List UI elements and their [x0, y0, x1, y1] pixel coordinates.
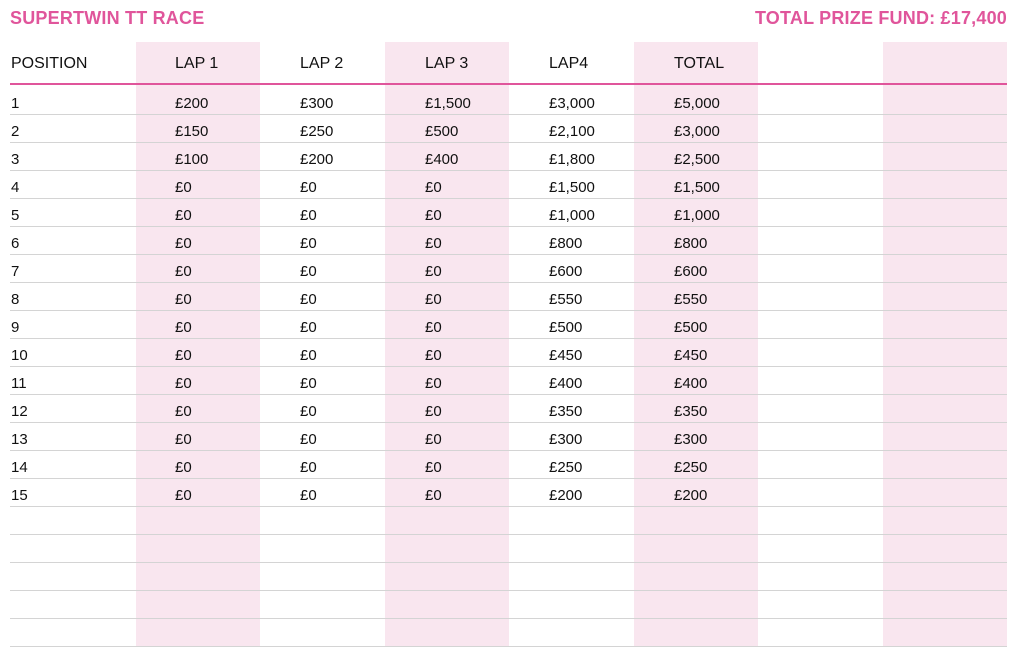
cell-total: £300: [674, 431, 708, 448]
cell-lap2: £0: [300, 375, 317, 392]
cell-total: £5,000: [674, 95, 720, 112]
header-divider: [10, 83, 1007, 85]
empty-table-row: [0, 591, 1024, 619]
cell-total: £3,000: [674, 123, 720, 140]
table-row: [0, 171, 1024, 199]
cell-lap1: £150: [175, 123, 209, 140]
cell-lap3: £1,500: [425, 95, 471, 112]
cell-lap3: £400: [425, 151, 459, 168]
cell-position: 7: [11, 263, 20, 280]
table-row: [0, 199, 1024, 227]
table-row: [0, 143, 1024, 171]
cell-lap1: £0: [175, 291, 192, 308]
cell-lap4: £300: [549, 431, 583, 448]
cell-total: £2,500: [674, 151, 720, 168]
cell-lap2: £0: [300, 207, 317, 224]
cell-position: 15: [11, 487, 28, 504]
cell-total: £200: [674, 487, 708, 504]
table-row: [0, 423, 1024, 451]
cell-lap4: £1,000: [549, 207, 595, 224]
cell-total: £1,000: [674, 207, 720, 224]
cell-total: £350: [674, 403, 708, 420]
cell-lap1: £0: [175, 235, 192, 252]
cell-total: £800: [674, 235, 708, 252]
table-row: [0, 479, 1024, 507]
cell-lap1: £0: [175, 207, 192, 224]
cell-position: 6: [11, 235, 20, 252]
cell-lap4: £3,000: [549, 95, 595, 112]
column-header-position: POSITION: [11, 55, 88, 72]
cell-lap2: £200: [300, 151, 334, 168]
column-header-lap1: LAP 1: [175, 55, 219, 72]
cell-lap2: £0: [300, 179, 317, 196]
cell-lap2: £0: [300, 347, 317, 364]
cell-total: £250: [674, 459, 708, 476]
cell-lap3: £0: [425, 375, 442, 392]
cell-lap2: £0: [300, 291, 317, 308]
cell-lap1: £100: [175, 151, 209, 168]
cell-lap4: £550: [549, 291, 583, 308]
cell-position: 8: [11, 291, 20, 308]
table-row: [0, 451, 1024, 479]
cell-total: £450: [674, 347, 708, 364]
table-row: [0, 115, 1024, 143]
prize-fund-label: TOTAL PRIZE FUND: £17,400: [754, 8, 1007, 28]
cell-lap3: £0: [425, 319, 442, 336]
cell-lap1: £0: [175, 347, 192, 364]
page-title: SUPERTWIN TT RACE: [10, 8, 205, 28]
cell-lap3: £0: [425, 263, 442, 280]
cell-lap1: £0: [175, 431, 192, 448]
cell-position: 14: [11, 459, 28, 476]
cell-total: £400: [674, 375, 708, 392]
cell-lap4: £800: [549, 235, 583, 252]
cell-lap3: £500: [425, 123, 459, 140]
empty-table-row: [0, 619, 1024, 647]
cell-lap2: £0: [300, 319, 317, 336]
cell-lap4: £450: [549, 347, 583, 364]
cell-lap2: £250: [300, 123, 334, 140]
cell-lap2: £0: [300, 235, 317, 252]
table-row: [0, 87, 1024, 115]
cell-position: 11: [11, 375, 27, 392]
cell-lap1: £0: [175, 375, 192, 392]
table-row: [0, 367, 1024, 395]
cell-lap4: £500: [549, 319, 583, 336]
column-header-total: TOTAL: [674, 55, 725, 72]
cell-total: £600: [674, 263, 708, 280]
cell-lap3: £0: [425, 431, 442, 448]
cell-lap2: £0: [300, 263, 317, 280]
cell-lap2: £0: [300, 431, 317, 448]
cell-lap3: £0: [425, 291, 442, 308]
cell-lap4: £1,500: [549, 179, 595, 196]
cell-lap1: £0: [175, 487, 192, 504]
cell-lap4: £250: [549, 459, 583, 476]
row-divider: [10, 646, 1007, 647]
cell-position: 2: [11, 123, 20, 140]
table-row: [0, 395, 1024, 423]
cell-position: 1: [11, 95, 20, 112]
cell-position: 5: [11, 207, 20, 224]
cell-lap2: £0: [300, 459, 317, 476]
cell-lap1: £0: [175, 263, 192, 280]
empty-table-row: [0, 507, 1024, 535]
column-header-lap2: LAP 2: [300, 55, 344, 72]
cell-lap3: £0: [425, 487, 442, 504]
cell-lap4: £1,800: [549, 151, 595, 168]
cell-lap4: £200: [549, 487, 583, 504]
cell-lap4: £600: [549, 263, 583, 280]
cell-lap1: £200: [175, 95, 209, 112]
cell-lap2: £300: [300, 95, 334, 112]
cell-position: 4: [11, 179, 20, 196]
cell-position: 13: [11, 431, 28, 448]
cell-lap3: £0: [425, 347, 442, 364]
cell-lap2: £0: [300, 487, 317, 504]
cell-position: 9: [11, 319, 20, 336]
cell-lap3: £0: [425, 459, 442, 476]
cell-lap2: £0: [300, 403, 317, 420]
cell-total: £500: [674, 319, 708, 336]
table-row: [0, 339, 1024, 367]
cell-lap1: £0: [175, 179, 192, 196]
cell-lap1: £0: [175, 319, 192, 336]
cell-lap1: £0: [175, 403, 192, 420]
empty-table-row: [0, 563, 1024, 591]
cell-lap1: £0: [175, 459, 192, 476]
column-header-lap3: LAP 3: [425, 55, 469, 72]
cell-total: £1,500: [674, 179, 720, 196]
table-row: [0, 227, 1024, 255]
cell-lap3: £0: [425, 179, 442, 196]
cell-total: £550: [674, 291, 708, 308]
empty-table-row: [0, 535, 1024, 563]
cell-lap4: £400: [549, 375, 583, 392]
cell-lap3: £0: [425, 403, 442, 420]
column-header-lap4: LAP4: [549, 55, 589, 72]
cell-position: 10: [11, 347, 28, 364]
table-row: [0, 255, 1024, 283]
table-row: [0, 311, 1024, 339]
cell-lap4: £350: [549, 403, 583, 420]
cell-lap4: £2,100: [549, 123, 595, 140]
table-row: [0, 283, 1024, 311]
cell-lap3: £0: [425, 235, 442, 252]
cell-lap3: £0: [425, 207, 442, 224]
cell-position: 12: [11, 403, 28, 420]
cell-position: 3: [11, 151, 20, 168]
